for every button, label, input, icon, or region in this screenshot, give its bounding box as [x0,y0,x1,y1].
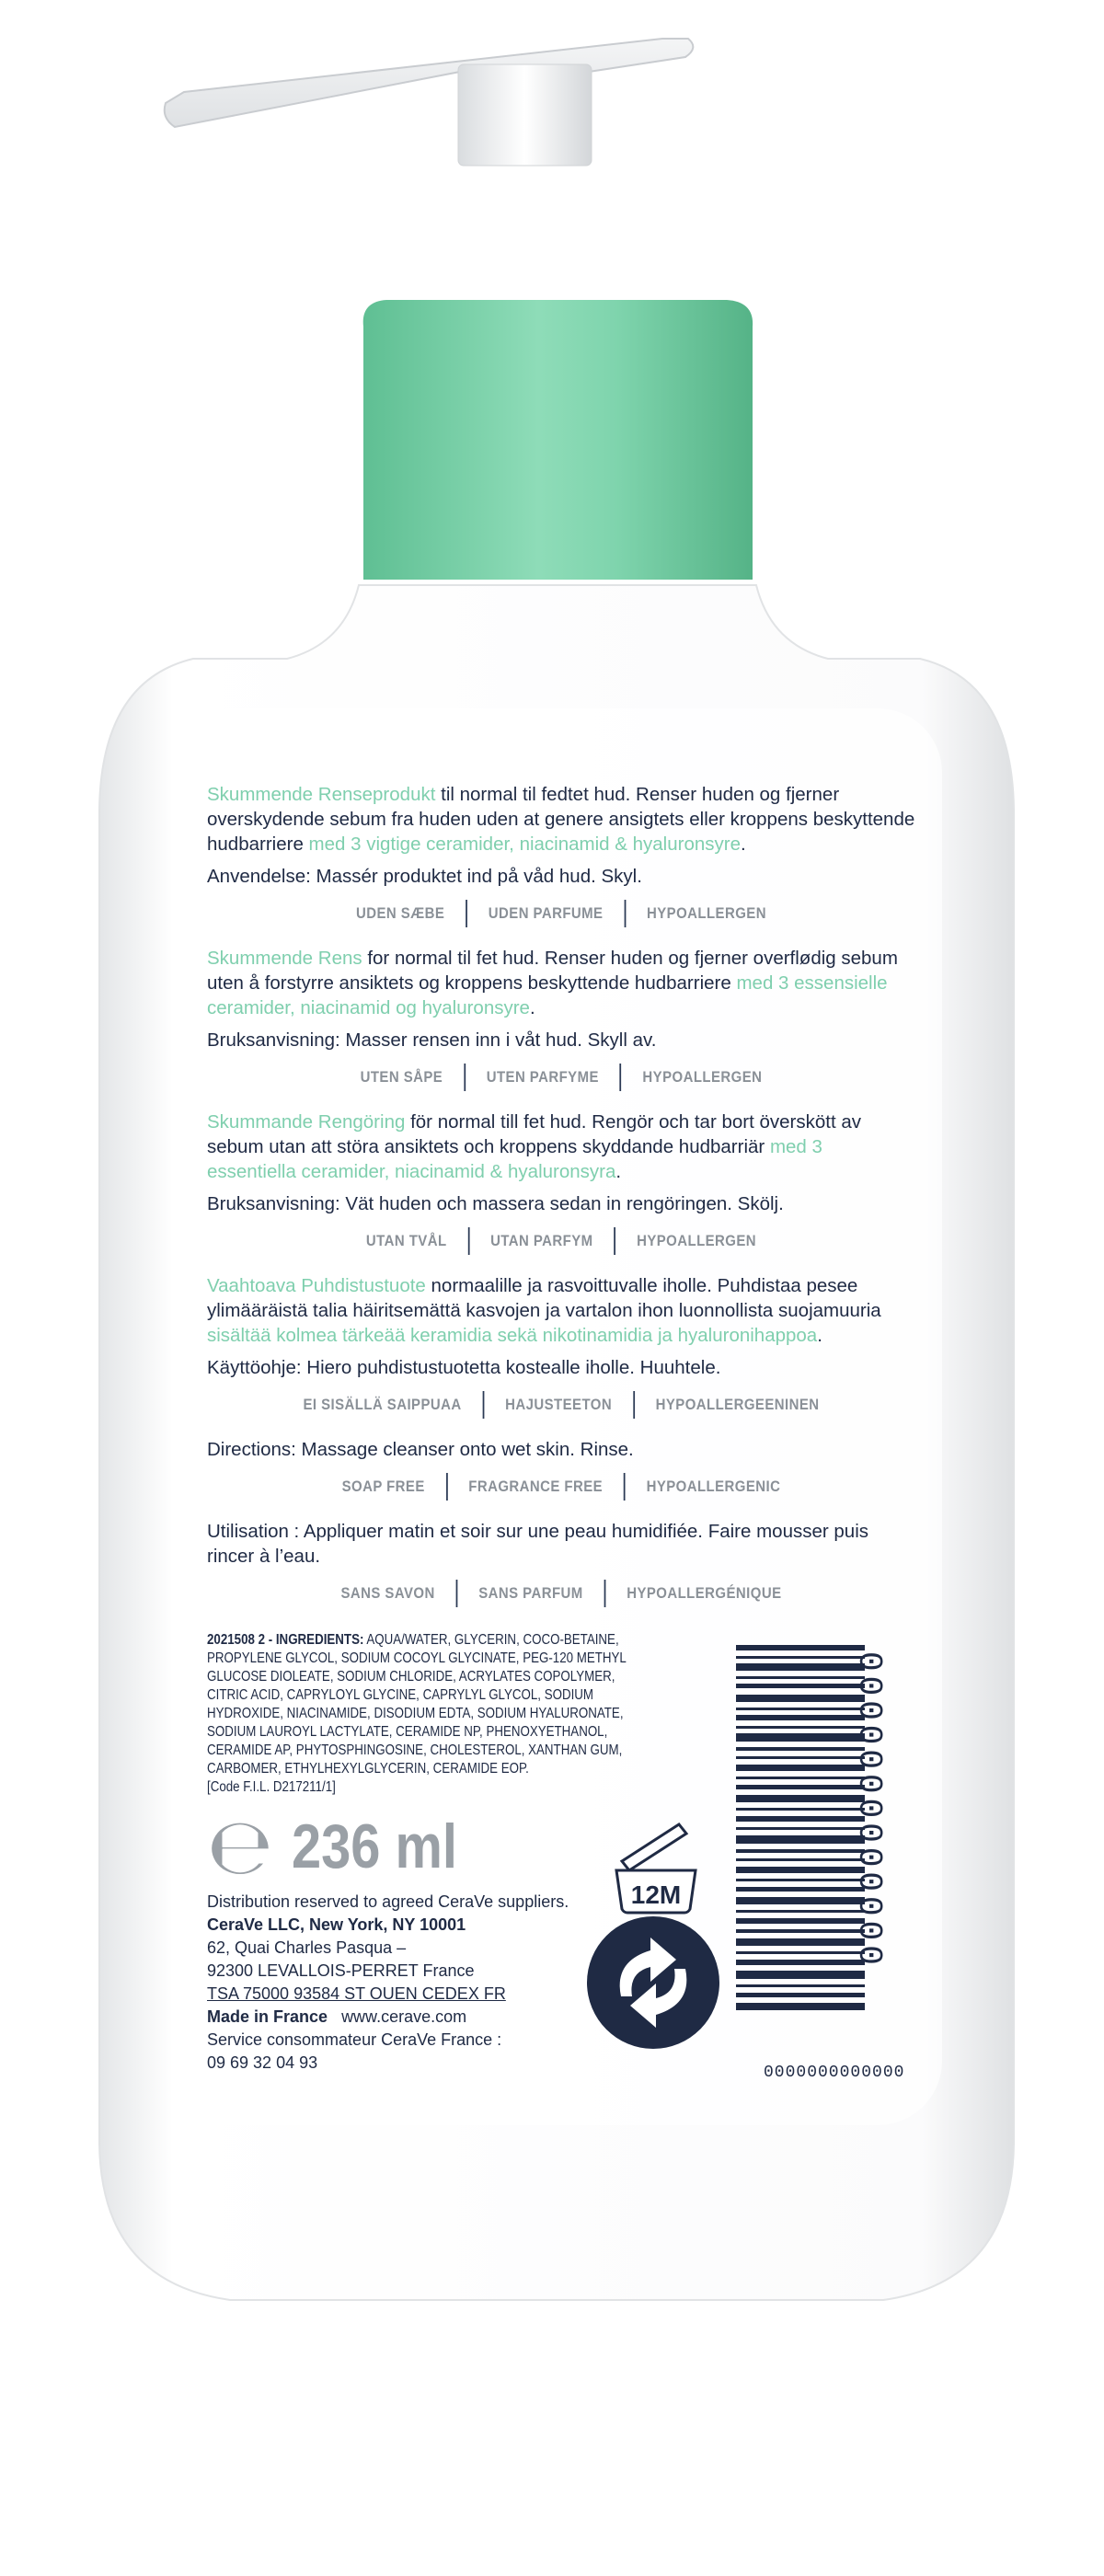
claim-badge: HYPOALLERGÉNIQUE [627,1584,782,1602]
claim-badge: EI SISÄLLÄ SAIPPUAA [303,1396,462,1413]
section-3-directions-text: Hiero puhdistustuotetta kostealle iholle. Huuhtele. [301,1357,721,1378]
section-2-text-3: . [615,1161,622,1182]
claim-badge: HYPOALLERGENIC [646,1478,781,1495]
claim-badge: HYPOALLERGEN [637,1232,757,1249]
dist-website: www.cerave.com [341,2007,467,2026]
section-0-description [207,782,915,857]
section-0-claims [249,900,873,927]
section-1-text-2: med 3 essensielle ceramider, niacinamid og hyaluronsyre [207,972,888,1018]
claim-badge: SANS PARFUM [478,1584,583,1602]
claim-badge: HAJUSTEETON [505,1396,613,1413]
section-1-directions-text: Masser rensen inn i våt hud. Skyll av. [339,1029,657,1051]
section-2-directions [207,1191,915,1216]
volume-value: 236 ml [291,1811,457,1881]
claim-badge: HYPOALLERGEENINEN [655,1396,820,1413]
section-1-text-1: for normal til fet hud. Renser huden og fjerner overflødig sebum uten å forstyrre ansiktets og kroppens beskyttende hudbarriere [207,948,898,994]
section-0-directions-label: Anvendelse: [207,866,311,887]
bottom-number: 0000000000000 [764,2064,905,2082]
section-5-directions [207,1519,915,1569]
dist-line-8: 09 69 32 04 93 [207,2053,318,2072]
dist-line-2: CeraVe LLC, New York, NY 10001 [207,1915,466,1934]
section-3-text-0: Vaahtoava Puhdistustuote [207,1275,426,1296]
claim-badge: UDEN PARFUME [488,904,604,922]
claim-badge: HYPOALLERGEN [646,904,766,922]
section-3-text-2: sisältää kolmea tärkeää keramidia sekä nikotinamidia ja hyaluronihappoa [207,1325,818,1346]
section-3-text-1: normaalille ja rasvoittuvalle iholle. Puhdistaa pesee ylimääräistä talia häiritsemättä kasvojen ja vartalon ihon luonnollista suojamuuria [207,1275,881,1321]
dist-line-1: Distribution reserved to agreed CeraVe suppliers. [207,1892,569,1911]
section-2-text-2: med 3 essentiella ceramider, niacinamid & hyaluronsyra [207,1136,822,1182]
pump-head [165,39,694,166]
section-0-text-3: . [741,834,746,855]
section-2-claims [249,1227,873,1255]
section-0-directions [207,864,915,889]
section-5-directions-text: Appliquer matin et soir sur une peau humidifiée. Faire mousser puis rincer à l’eau. [207,1521,868,1567]
section-1-claims [249,1064,873,1091]
dist-line-5: TSA 75000 93584 ST OUEN CEDEX FR [207,1984,506,2003]
section-4-directions-text: Massage cleanser onto wet skin. Rinse. [295,1439,634,1460]
section-2-directions-text: Vät huden och massera sedan in rengöringen. Skölj. [339,1193,784,1214]
claim-badge: HYPOALLERGEN [642,1068,763,1086]
section-1-description [207,946,915,1020]
section-2-text-0: Skummande Rengöring [207,1111,406,1133]
section-5-claims [249,1580,873,1607]
claim-badge: SOAP FREE [341,1478,425,1495]
label-text-panel [207,782,915,1626]
section-0-text-0: Skummende Renseprodukt [207,784,436,805]
ingredients-block [207,1631,634,1797]
claim-badge: SANS SAVON [340,1584,435,1602]
section-4-directions-label: Directions: [207,1439,296,1460]
claim-badge: FRAGRANCE FREE [468,1478,604,1495]
volume-mark [207,1801,486,1892]
estimated-sign-icon: ℮ [207,1801,273,1892]
ingredients-text: AQUA/WATER, GLYCERIN, COCO-BETAINE, PROPYLENE GLYCOL, SODIUM COCOYL GLYCINATE, PEG-120 METHYL GLUCOSE DIOLEATE, SODIUM CHLORIDE, ACRYLATES COPOLYMER, CITRIC ACID, CAPRYLOYL GLYCINE, CAPRYLYL GLYCOL, SODIUM HYDROXIDE, NIACINAMIDE, DISODIUM EDTA, SODIUM HYALURONATE, SODIUM LAUROYL LACTYLATE, CERAMIDE NP, PHENOXYETHANOL, CERAMIDE AP, PHYTOSPHINGOSINE, CHOLESTEROL, XANTHAN GUM, CARBOMER, ETHYLHEXYLGLYCERIN, CERAMIDE EOP. [207,1632,627,1777]
ingredients-code: [Code F.I.L. D217211/1] [207,1779,336,1795]
section-2-description [207,1110,915,1184]
section-0-text-2: med 3 vigtige ceramider, niacinamid & hyaluronsyre [308,834,741,855]
barcode-number: 0000000000000 [850,1651,888,1970]
section-2-text-1: för normal till fet hud. Rengör och tar bort överskött av sebum utan att störa ansiktets och kroppens skyddande hudbarriär [207,1111,862,1157]
claim-badge: UTEN PARFYME [486,1068,599,1086]
distribution-block [207,1891,639,2075]
section-3-description [207,1273,915,1348]
section-1-text-3: . [529,997,535,1018]
dist-line-4: 92300 LEVALLOIS-PERRET France [207,1961,475,1980]
section-1-directions [207,1028,915,1052]
dist-line-7: Service consommateur CeraVe France : [207,2030,502,2049]
section-1-text-0: Skummende Rens [207,948,362,969]
dist-line-3: 62, Quai Charles Pasqua – [207,1938,407,1957]
section-2-directions-label: Bruksanvisning: [207,1193,340,1214]
claim-badge: UTEN SÅPE [360,1068,443,1086]
claim-badge: UTAN TVÅL [365,1232,447,1249]
section-5-directions-label: Utilisation : [207,1521,300,1542]
section-3-claims [249,1391,873,1419]
section-0-text-1: til normal til fedtet hud. Renser huden og fjerner overskydende sebum fra huden uden at genere ansigtets eller kroppens beskyttende hudbarriere [207,784,915,855]
ingredients-label: 2021508 2 - INGREDIENTS: [207,1632,364,1648]
claim-badge: UTAN PARFYM [490,1232,593,1249]
section-1-directions-label: Bruksanvisning: [207,1029,340,1051]
multilingual-sections [207,782,915,1607]
dist-made-in: Made in France [207,2007,328,2026]
pao-label: 12M [630,1880,682,1909]
section-3-directions [207,1355,915,1380]
section-0-directions-text: Massér produktet ind på våd hud. Skyl. [310,866,642,887]
section-3-text-3: . [817,1325,822,1346]
claim-badge: UDEN SÆBE [356,904,445,922]
section-4-directions [207,1437,915,1462]
section-3-directions-label: Käyttöohje: [207,1357,302,1378]
section-4-claims [249,1473,873,1501]
green-cap [363,300,753,580]
